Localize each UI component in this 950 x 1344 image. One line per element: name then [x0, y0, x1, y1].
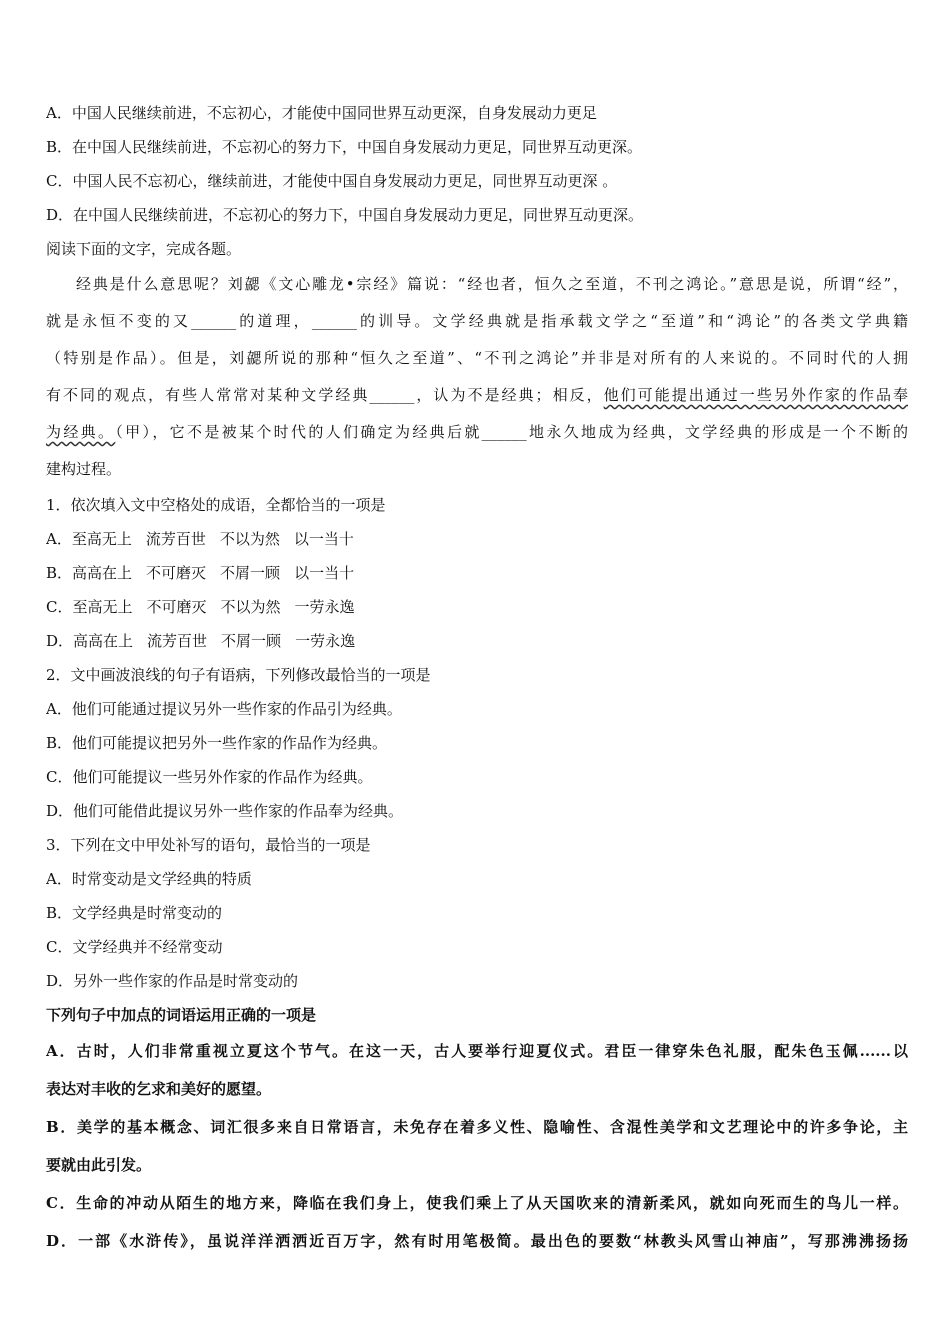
- question-1-option-c: [46, 590, 908, 624]
- question-1-stem: 1．依次填入文中空格处的成语，全都恰当的一项是: [46, 496, 386, 514]
- passage-line: 就是永恒不变的又______的道理，______的训导。文学经典就是指承载文学之“至道”和“鸿论”的各类文学典籍: [46, 312, 908, 330]
- question-2-option-b: B．他们可能提议把另外一些作家的作品作为经典。: [46, 734, 388, 752]
- question-2-option-a: A．他们可能通过提议另外一些作家的作品引为经典。: [46, 700, 402, 718]
- option-term: 流芳百世: [147, 632, 208, 650]
- passage-line: [46, 414, 908, 451]
- word-question-title: 下列句子中加点的词语运用正确的一项是: [46, 1006, 317, 1024]
- question-2-option-c: C．他们可能提议一些另外作家的作品作为经典。: [46, 768, 373, 786]
- option-term: D．高高在上: [46, 632, 134, 650]
- question-3-option-d: D．另外一些作家的作品是时常变动的: [46, 972, 299, 990]
- passage-line: （特别是作品）。但是，刘勰所说的那种“恒久之至道”、“不刊之鸿论”并非是对所有的人来说的。不同时代的人拥: [46, 349, 908, 367]
- word-question-option-d-line1: D．一部《水浒传》，虽说洋洋洒洒近百万字，然有时用笔极简。最出色的要数“林教头风雪山神庙”，写那沸沸扬扬: [46, 1232, 908, 1250]
- option-term: 一劳永逸: [295, 632, 356, 650]
- prev-option-b: B．在中国人民继续前进，不忘初心的努力下，中国自身发展动力更足，同世界互动更深。: [46, 138, 643, 156]
- question-2-option-d: D．他们可能借此提议另外一些作家的作品奉为经典。: [46, 802, 404, 820]
- prev-option-a: A．中国人民继续前进，不忘初心，才能使中国同世界互动更深，自身发展动力更足: [46, 104, 597, 122]
- passage-text: 有不同的观点，有些人常常对某种文学经典______，认为不是经典；相反，: [46, 386, 604, 404]
- option-term: 以一当十: [294, 564, 355, 582]
- option-term: 以一当十: [293, 530, 354, 548]
- option-term: 不可磨灭: [146, 598, 207, 616]
- option-term: 不可磨灭: [146, 564, 207, 582]
- passage-line: 经典是什么意思呢？刘勰《文心雕龙•宗经》篇说：“经也者，恒久之至道，不刊之鸿论。”意思是说，所谓“经”，: [76, 275, 908, 293]
- option-term: 不屑一顾: [220, 564, 281, 582]
- word-question-option-a-line2: 表达对丰收的乞求和美好的愿望。: [46, 1080, 272, 1098]
- option-term: 不以为然: [220, 598, 281, 616]
- question-2-stem: 2．文中画波浪线的句子有语病，下列修改最恰当的一项是: [46, 666, 431, 684]
- option-term: B．高高在上: [46, 564, 133, 582]
- question-3-stem: 3．下列在文中甲处补写的语句，最恰当的一项是: [46, 836, 371, 854]
- question-3-option-c: C．文学经典并不经常变动: [46, 938, 223, 956]
- wavy-underlined-sentence: 他们可能提出通过一些另外作家的作品奉: [603, 386, 908, 404]
- word-question-option-b-line2: 要就由此引发。: [46, 1156, 152, 1174]
- question-3-option-b: B．文学经典是时常变动的: [46, 904, 223, 922]
- question-3-option-a: A．时常变动是文学经典的特质: [46, 870, 252, 888]
- option-term: 流芳百世: [145, 530, 206, 548]
- question-1-option-a: [46, 522, 908, 556]
- reading-passage: [46, 266, 908, 488]
- option-term: C．至高无上: [46, 598, 133, 616]
- word-question-option-a-line1: A．古时，人们非常重视立夏这个节气。在这一天，古人要举行迎夏仪式。君臣一律穿朱色礼服，配朱色玉佩......以: [46, 1042, 908, 1060]
- question-1-option-d: [46, 624, 908, 658]
- question-1-option-b: [46, 556, 908, 590]
- option-term: A．至高无上: [46, 530, 132, 548]
- prev-option-c: C．中国人民不忘初心，继续前进，才能使中国自身发展动力更足，同世界互动更深 。: [46, 172, 618, 190]
- word-question-option-b-line1: B．美学的基本概念、词汇很多来自日常语言，未免存在着多义性、隐喻性、含混性美学和文艺理论中的许多争论，主: [46, 1118, 908, 1136]
- passage-line: [46, 377, 908, 414]
- passage-line: 建构过程。: [46, 460, 122, 478]
- reading-intro: 阅读下面的文字，完成各题。: [46, 240, 242, 258]
- prev-option-d: D．在中国人民继续前进，不忘初心的努力下，中国自身发展动力更足，同世界互动更深。: [46, 206, 644, 224]
- wavy-underlined-sentence-end: 为经典。: [46, 423, 116, 441]
- option-term: 不以为然: [219, 530, 280, 548]
- option-term: 不屑一顾: [221, 632, 282, 650]
- word-question-option-c: C．生命的冲动从陌生的地方来，降临在我们身上，使我们乘上了从天国吹来的清新柔风，就如向死而生的鸟儿一样。: [46, 1194, 908, 1212]
- option-term: 一劳永逸: [294, 598, 355, 616]
- passage-text: （甲），它不是被某个时代的人们确定为经典后就______地永久地成为经典，文学经典的形成是一个不断的: [115, 423, 908, 441]
- document-page: [46, 96, 908, 1260]
